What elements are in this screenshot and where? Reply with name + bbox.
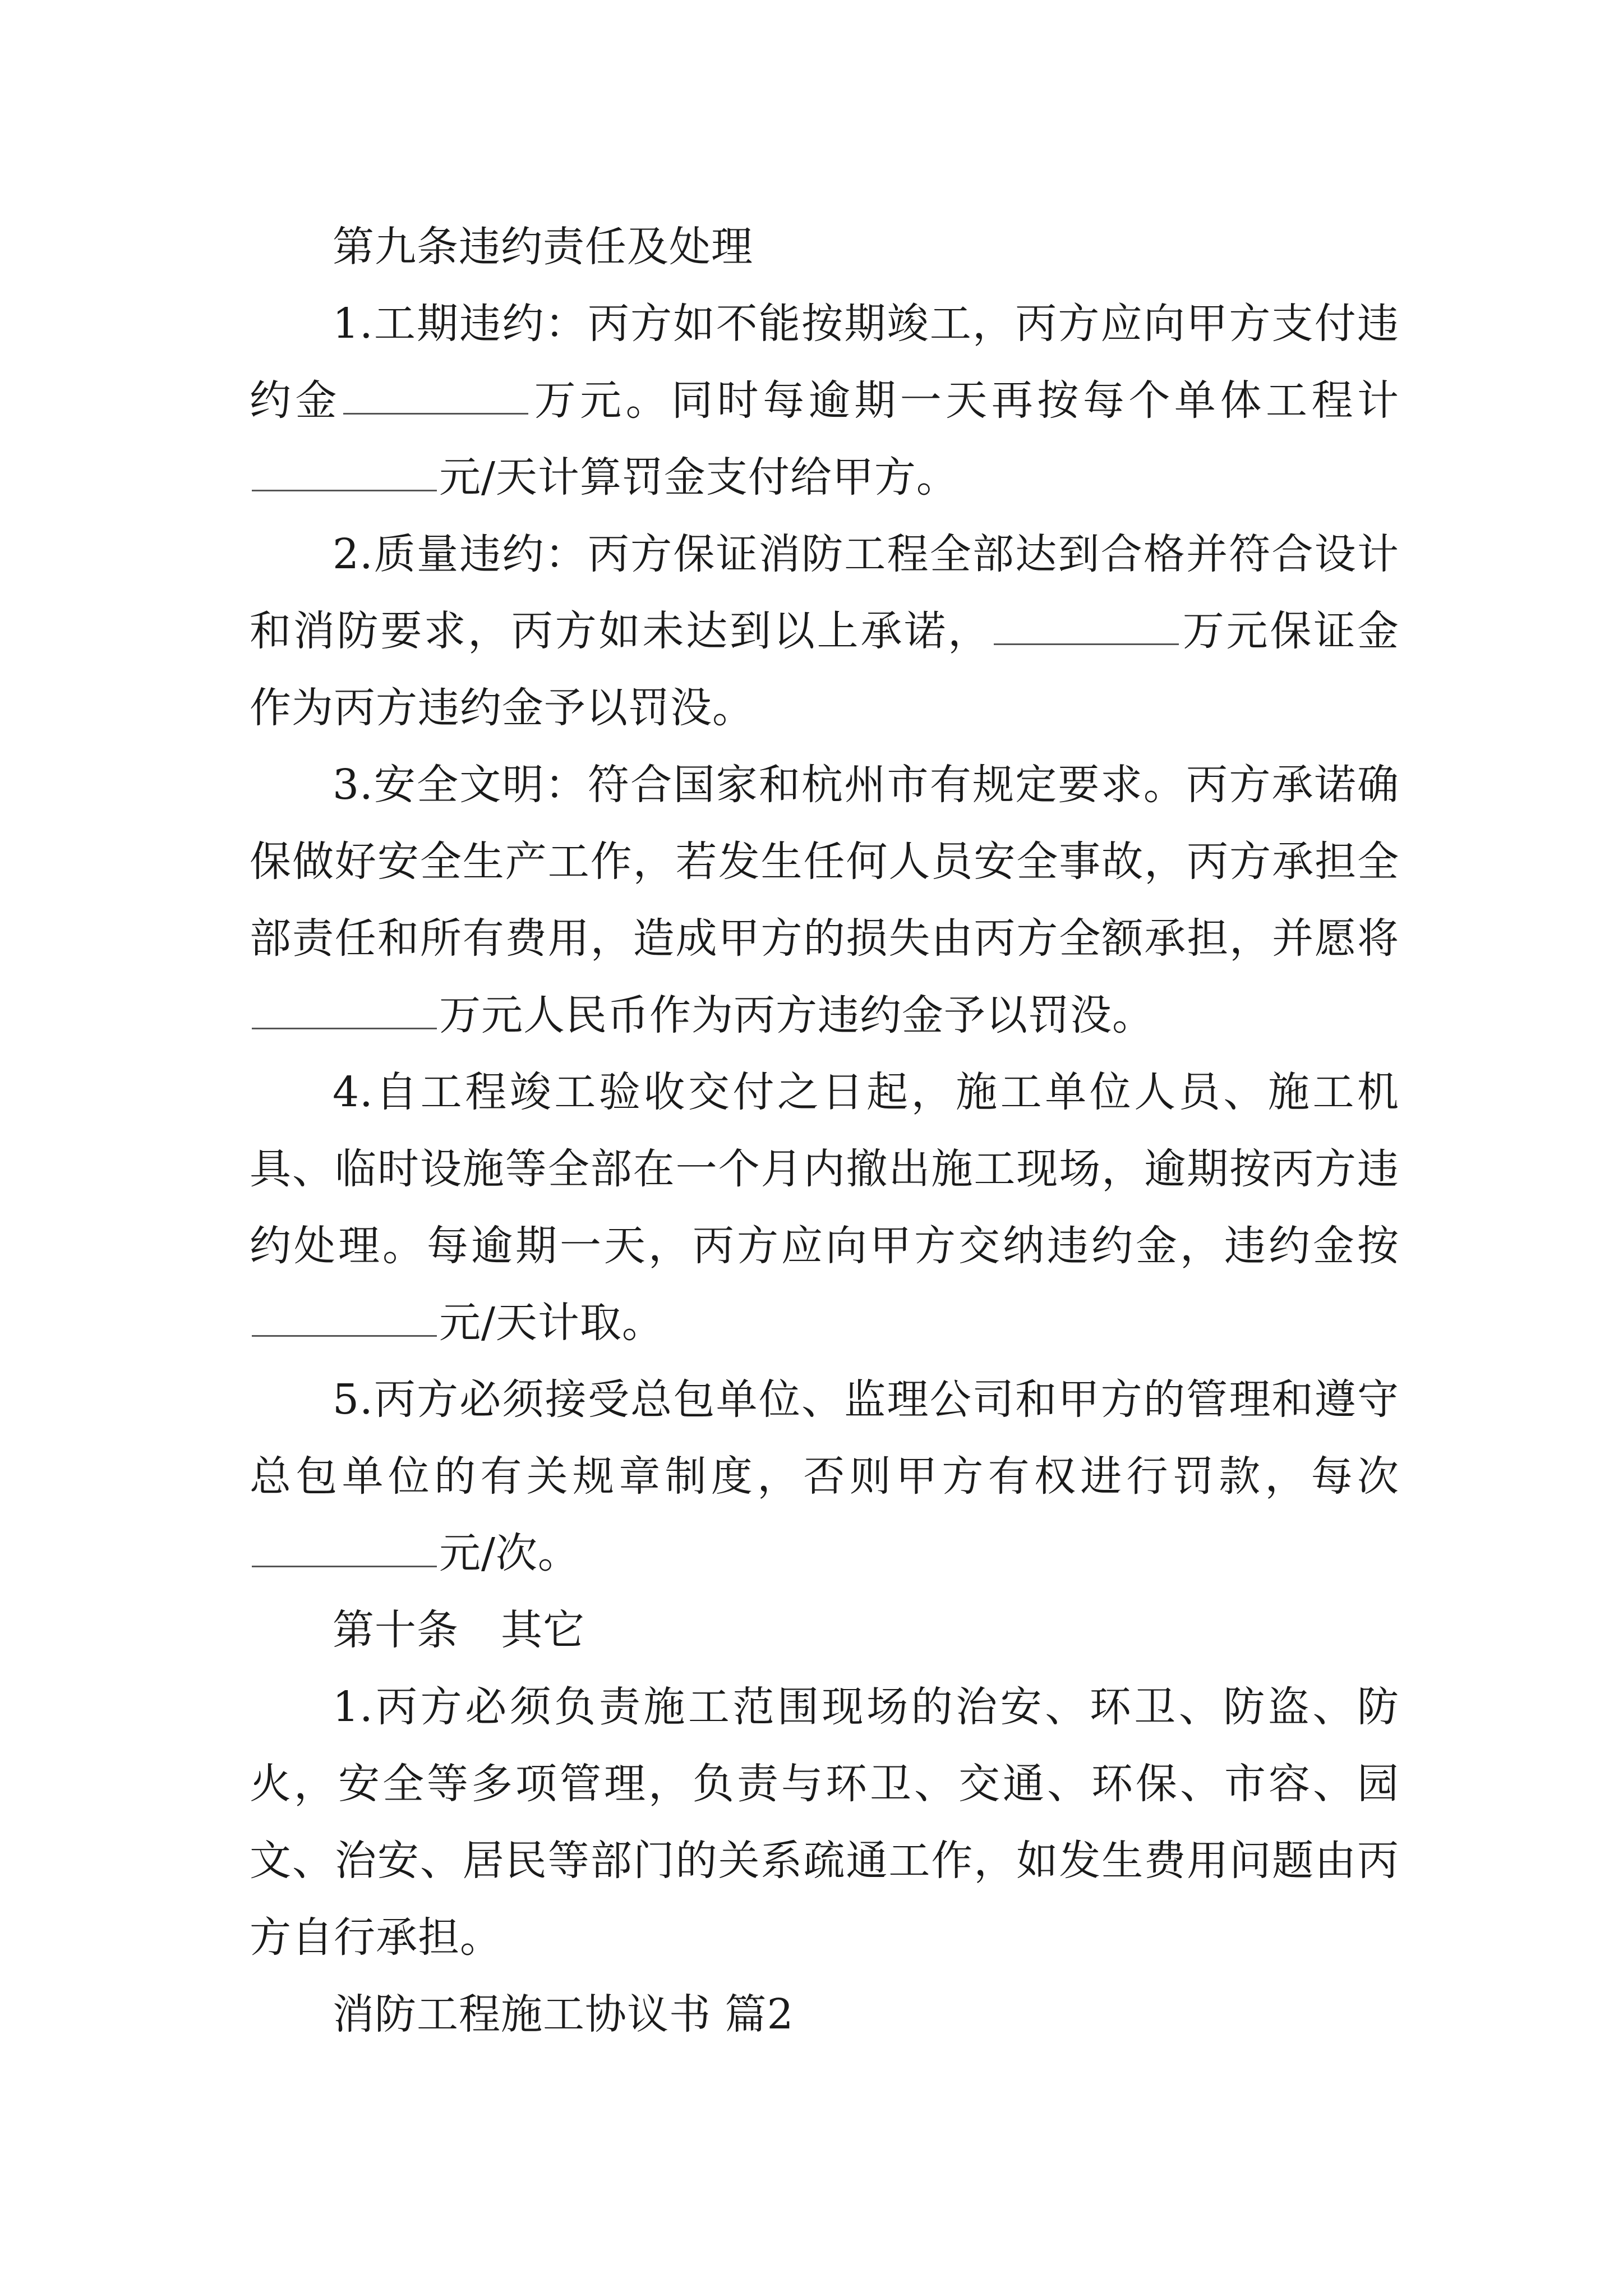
fill-blank: [252, 456, 437, 491]
next-section-title-text: 消防工程施工协议书 篇2: [333, 1990, 794, 2039]
fill-blank: [343, 379, 528, 415]
clause-text: 3.安全文明：符合国家和杭州市有规定要求。丙方承诺确保做好安全生产工作，若发生任何人员安全事故，丙方承担全部责任和所有费用，造成甲方的损失由丙方全额承担，并愿将: [250, 761, 1399, 963]
fill-blank: [994, 610, 1179, 645]
document-page: [250, 209, 1399, 2053]
clause-text: 1.丙方必须负责施工范围现场的治安、环卫、防盗、防火，安全等多项管理，负责与环卫、交通、环保、市容、园文、治安、居民等部门的关系疏通工作，如发生费用问题由丙方自行承担。: [250, 1683, 1399, 1962]
fill-blank: [252, 994, 437, 1029]
fill-blank: [252, 1301, 437, 1337]
clause-text: 万元。同时每逾期一天再按每个单体工程计: [531, 376, 1400, 425]
article-9-clause-4: [250, 1054, 1399, 1361]
clause-text: 5.丙方必须接受总包单位、监理公司和甲方的管理和遵守总包单位的有关规章制度，否则甲方有权进行罚款，每次: [250, 1375, 1399, 1501]
article-10-title-text: 第十条 其它: [333, 1606, 585, 1654]
article-9-clause-2: [250, 516, 1399, 747]
clause-text: 万元保证金作为丙方违约金予以罚没。: [250, 607, 1400, 732]
clause-text: 4.自工程竣工验收交付之日起，施工单位人员、施工机具、临时设施等全部在一个月内撤出施工现场，逾期按丙方违约处理。每逾期一天，丙方应向甲方交纳违约金，违约金按: [250, 1068, 1399, 1270]
clause-text: 万元人民币作为丙方违约金予以罚没。: [439, 991, 1154, 1039]
clause-text: 2.质量违约：丙方保证消防工程全部达到合格并符合设计和消防要求，丙方如未达到以上承诺，: [250, 530, 1399, 655]
clause-text: 元/次。: [439, 1529, 580, 1577]
article-9-clause-5: [250, 1361, 1399, 1592]
clause-text: 元/天计取。: [439, 1299, 664, 1347]
article-9-clause-3: [250, 747, 1399, 1054]
next-section-title: [250, 1976, 1399, 2053]
article-9-clause-1: [250, 286, 1399, 516]
fill-blank: [252, 1532, 437, 1567]
clause-text: 1.工期违约：丙方如不能按期竣工，丙方应向甲方支付违约金: [250, 300, 1399, 425]
article-10-title: [250, 1592, 1399, 1669]
article-9-title-text: 第九条违约责任及处理: [333, 223, 753, 271]
article-10-clause-1: [250, 1669, 1399, 1976]
clause-text: 元/天计算罚金支付给甲方。: [439, 453, 958, 501]
article-9-title: [250, 209, 1399, 286]
